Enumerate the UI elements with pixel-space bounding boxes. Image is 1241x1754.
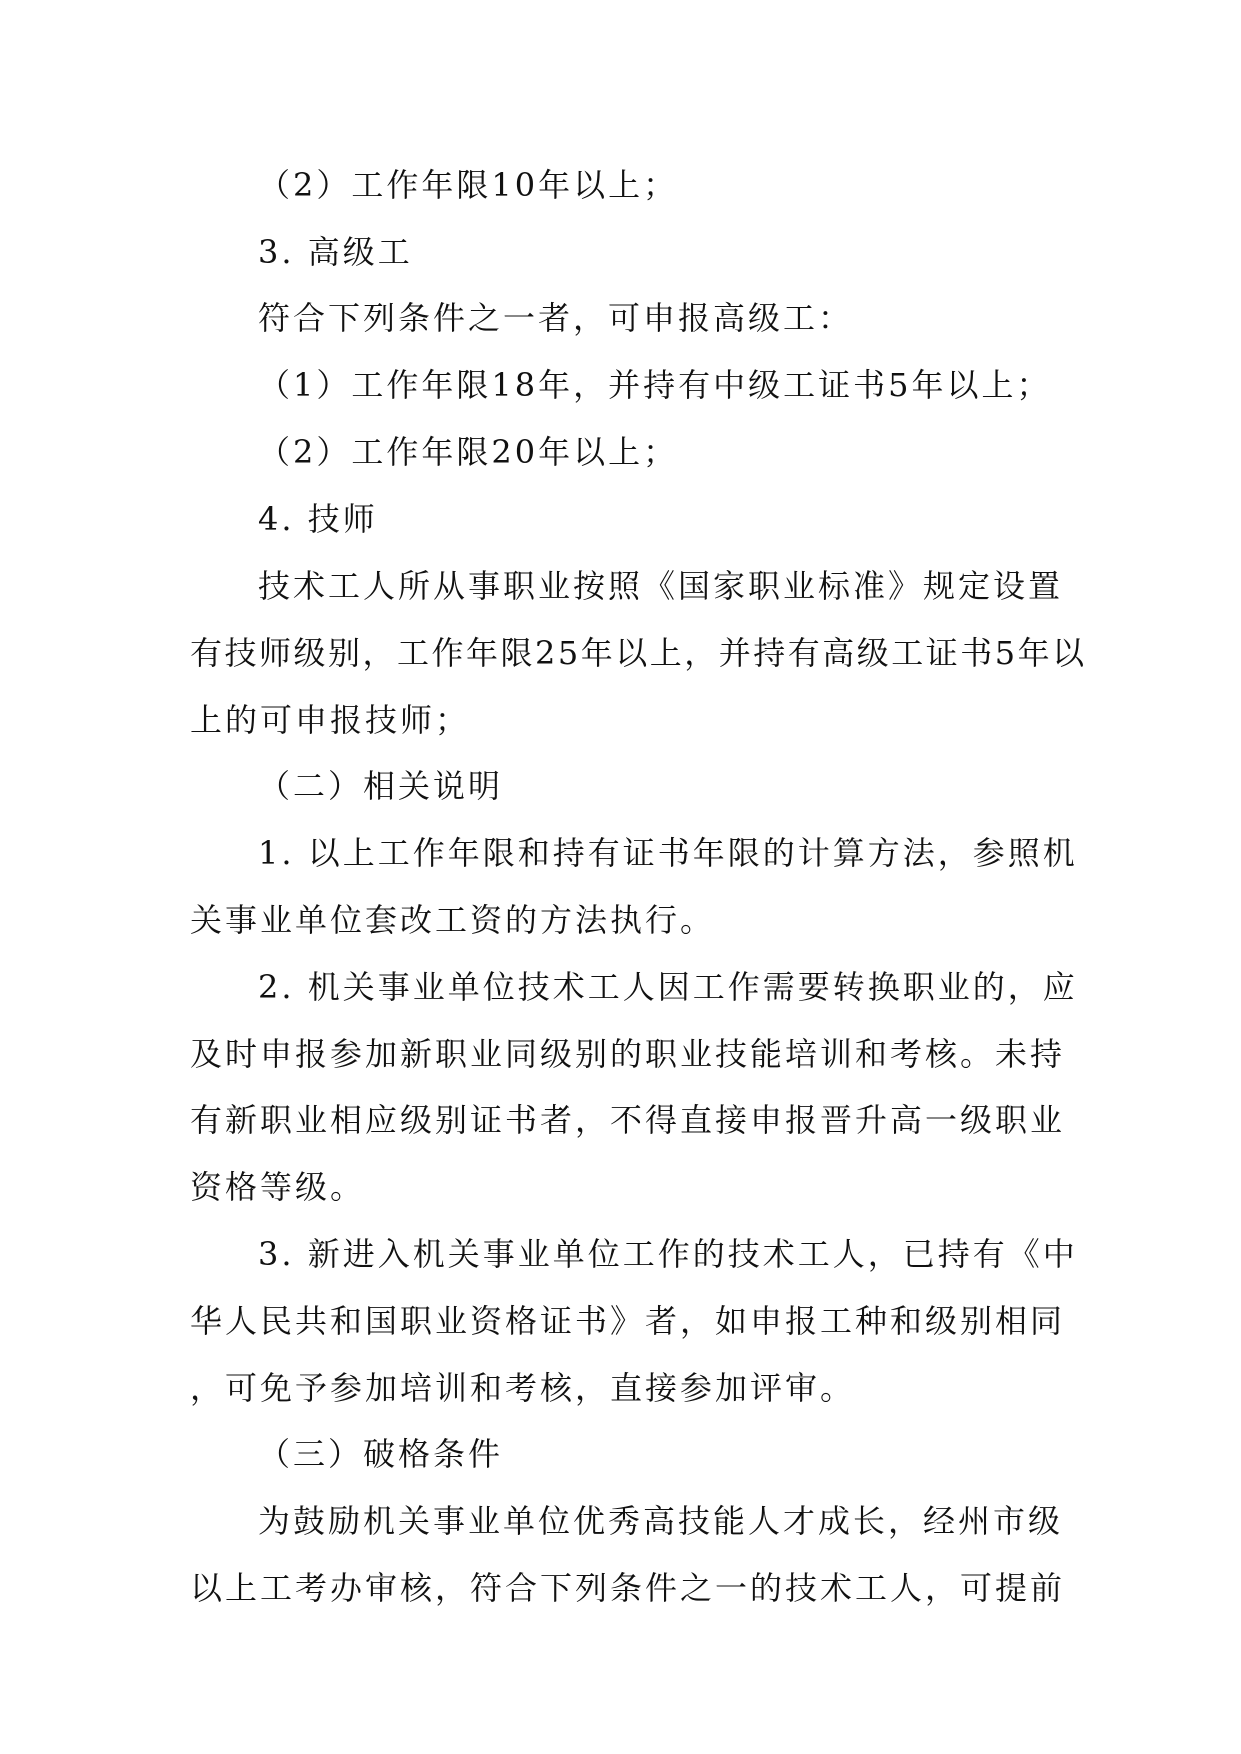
note-3-line-1: 3. 新进入机关事业单位工作的技术工人，已持有《中 <box>258 1235 1078 1273</box>
note-3-line-3: ，可免予参加培训和考核，直接参加评审。 <box>190 1369 856 1407</box>
senior-condition-2: （2）工作年限20年以上； <box>258 433 679 471</box>
heading-technician: 4. 技师 <box>258 500 378 538</box>
note-2-line-1: 2. 机关事业单位技术工人因工作需要转换职业的，应 <box>258 968 1078 1006</box>
heading-senior-worker: 3. 高级工 <box>258 233 413 271</box>
note-2-line-2: 及时申报参加新职业同级别的职业技能培训和考核。未持 <box>190 1035 1066 1073</box>
technician-para-line-2: 有技师级别，工作年限25年以上，并持有高级工证书5年以 <box>190 634 1087 672</box>
technician-para-line-3: 上的可申报技师； <box>190 701 471 739</box>
technician-para-line-1: 技术工人所从事职业按照《国家职业标准》规定设置 <box>258 567 1064 605</box>
condition-2-line: （2）工作年限10年以上； <box>258 166 679 204</box>
note-1-line-2: 关事业单位套改工资的方法执行。 <box>190 901 716 939</box>
exception-para-line-2: 以上工考办审核，符合下列条件之一的技术工人，可提前 <box>190 1569 1066 1607</box>
note-3-line-2: 华人民共和国职业资格证书》者，如申报工种和级别相同 <box>190 1302 1066 1340</box>
note-1-line-1: 1. 以上工作年限和持有证书年限的计算方法，参照机 <box>258 834 1078 872</box>
senior-condition-1: （1）工作年限18年，并持有中级工证书5年以上； <box>258 366 1052 404</box>
senior-worker-intro: 符合下列条件之一者，可申报高级工： <box>258 299 854 337</box>
exception-para-line-1: 为鼓励机关事业单位优秀高技能人才成长，经州市级 <box>258 1502 1064 1540</box>
note-2-line-3: 有新职业相应级别证书者，不得直接申报晋升高一级职业 <box>190 1101 1066 1139</box>
heading-exception-conditions: （三）破格条件 <box>258 1435 504 1473</box>
note-2-line-4: 资格等级。 <box>190 1168 366 1206</box>
heading-related-notes: （二）相关说明 <box>258 767 504 805</box>
